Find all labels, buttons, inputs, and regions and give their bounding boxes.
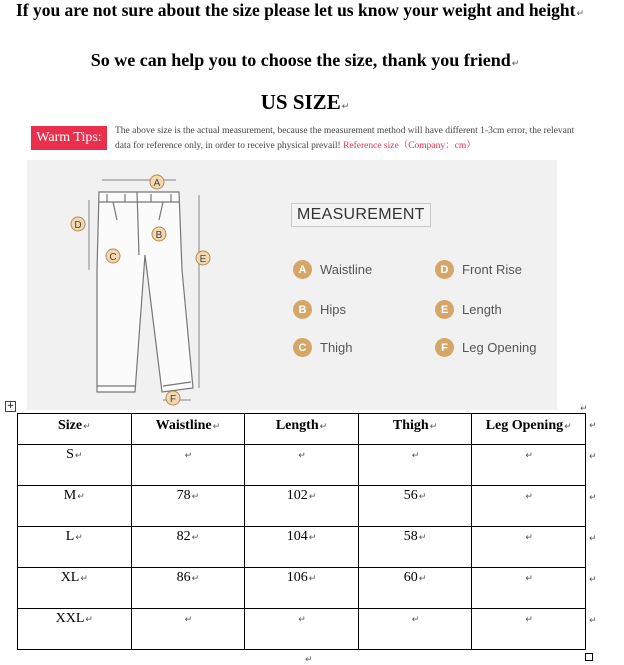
instruction-line-1: If you are not sure about the size please let us know your weight and height↵ — [15, 0, 585, 20]
paragraph-mark: ↵ — [580, 404, 588, 414]
measurement-title: MEASUREMENT — [291, 203, 431, 227]
table-row: XXL↵ ↵ ↵ ↵ ↵ — [18, 609, 586, 650]
pants-diagram-icon — [67, 160, 267, 410]
table-row: M↵ 78↵ 102↵ 56↵ ↵ — [18, 486, 586, 527]
instruction-line-2: So we can help you to choose the size, thank you friend↵ — [90, 50, 520, 70]
reference-size-note: Reference size（Company：cm） — [343, 141, 476, 151]
size-table — [17, 413, 586, 650]
header-cell: Size↵ — [18, 414, 132, 445]
table-header-row — [18, 414, 586, 445]
diagram-label-a: A — [153, 178, 161, 189]
table-row: XL↵ 86↵ 106↵ 60↵ ↵ — [18, 568, 586, 609]
warm-tips-badge: Warm Tips: — [31, 126, 107, 150]
table-row: S↵ ↵ ↵ ↵ ↵ — [18, 445, 586, 486]
table-resize-handle-icon[interactable] — [585, 653, 593, 661]
row-end-mark: ↵ — [589, 493, 597, 503]
warm-tips-banner — [27, 124, 575, 156]
row-end-mark: ↵ — [589, 616, 597, 626]
diagram-label-d: D — [74, 220, 82, 231]
header-cell: Leg Opening↵ — [472, 414, 586, 445]
diagram-label-f: F — [169, 394, 177, 405]
table-move-handle-icon[interactable]: + — [6, 401, 15, 411]
table-row: L↵ 82↵ 104↵ 58↵ ↵ — [18, 527, 586, 568]
diagram-label-c: C — [109, 252, 117, 263]
page-title: US SIZE↵ — [260, 90, 350, 114]
measurement-figure — [27, 160, 557, 410]
row-end-mark: ↵ — [589, 421, 597, 431]
header-cell: Length↵ — [245, 414, 359, 445]
diagram-label-b: B — [155, 230, 163, 241]
warm-tips-text: The above size is the actual measurement, because the measurement method will have different 1-3cm error, the relevant data for reference only, in order to receive physical prevail! Reference size（Company：cm） — [115, 126, 575, 151]
paragraph-mark: ↵ — [305, 655, 313, 665]
row-end-mark: ↵ — [589, 575, 597, 585]
diagram-label-e: E — [199, 254, 207, 265]
header-cell: Waistline↵ — [131, 414, 245, 445]
legend-front-rise: D Front Rise — [435, 260, 522, 279]
legend-leg-opening: F Leg Opening — [435, 338, 536, 357]
row-end-mark: ↵ — [589, 452, 597, 462]
legend-length: E Length — [435, 300, 502, 319]
legend-hips: B Hips — [293, 300, 346, 319]
legend-waistline: A Waistline — [293, 260, 372, 279]
row-end-mark: ↵ — [589, 534, 597, 544]
header-cell: Thigh↵ — [358, 414, 472, 445]
legend-thigh: C Thigh — [293, 338, 353, 357]
